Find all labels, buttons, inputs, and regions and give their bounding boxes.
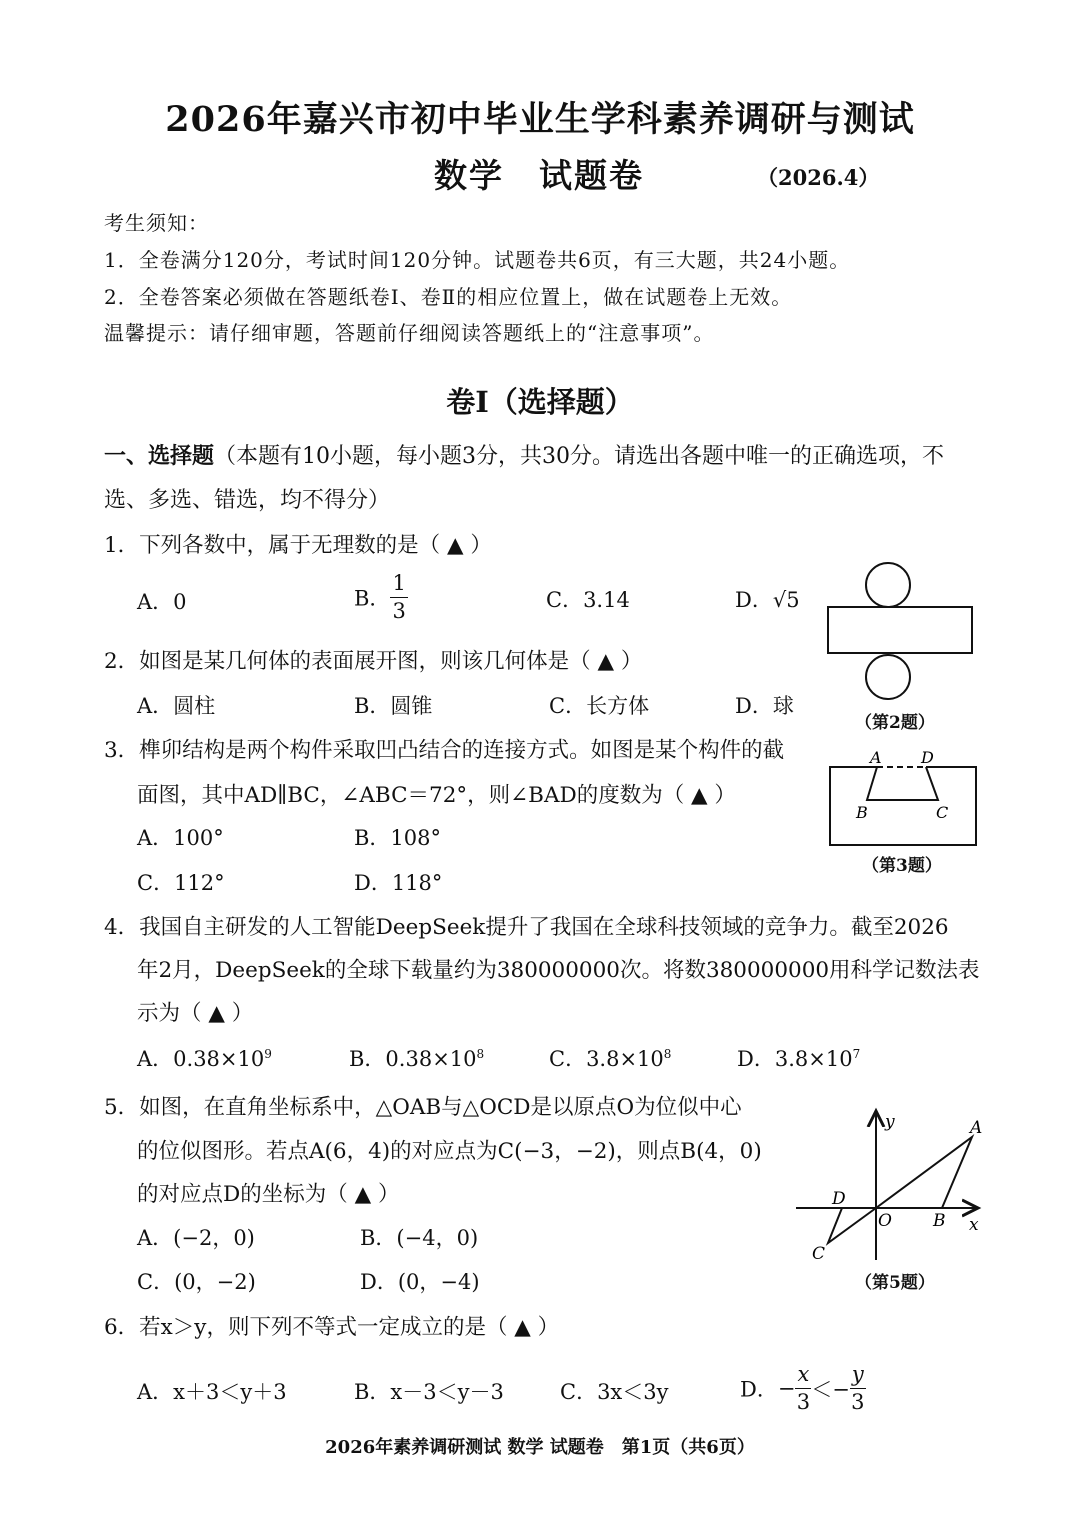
q2-bottom-circle [866, 655, 910, 699]
q2-stem: 2．如图是某几何体的表面展开图，则该几何体是（ ▲ ） [104, 649, 643, 674]
q4-option-b [349, 1043, 484, 1073]
q4-stem-3: 示为（ ▲ ） [137, 1001, 254, 1026]
q6-option-d-mid: ＜− [811, 1377, 850, 1402]
q5-stem-3: 的对应点D的坐标为（ ▲ ） [137, 1182, 400, 1207]
q3-caption: （第3题） [862, 856, 942, 876]
q6-option-d [740, 1364, 866, 1413]
q6-fraction-1-den: 3 [796, 1390, 811, 1414]
q5-triangle-ocd [828, 1208, 876, 1243]
q2-rectangle [828, 607, 972, 653]
section-1-label: 一、选择题 [104, 443, 215, 469]
q1-stem: 1．下列各数中，属于无理数的是（ ▲ ） [104, 533, 492, 558]
q6-fraction-2 [850, 1364, 866, 1413]
q4-stem-1: 4．我国自主研发的人工智能DeepSeek提升了我国在全球科技领域的竞争力。截至2026 [104, 915, 949, 940]
q6-fraction-1 [795, 1364, 811, 1413]
q5-label-x: x [969, 1215, 979, 1235]
q3-label-a: A [870, 748, 882, 767]
q1-fraction-num: 1 [390, 573, 407, 598]
exam-title: 2026年嘉兴市初中毕业生学科素养调研与测试 [165, 99, 915, 140]
q4-option-a-base: A．0.38×10 [137, 1047, 265, 1071]
q1-option-d-value: √5 [772, 588, 800, 612]
q5-label-o: O [878, 1211, 892, 1231]
q3-option-a: A．100° [137, 826, 224, 850]
q1-fraction-den: 3 [392, 599, 406, 623]
q6-option-c: C．3x＜3y [560, 1380, 669, 1404]
q4-option-a [137, 1043, 272, 1073]
q5-label-c: C [812, 1244, 826, 1264]
notice-heading: 考生须知： [104, 211, 209, 235]
q1-option-c: C．3.14 [546, 588, 630, 612]
q4-option-a-exp: 9 [264, 1047, 272, 1061]
q3-outer-frame [830, 767, 976, 845]
section-1-desc-2: 选、多选、错选，均不得分） [104, 488, 391, 513]
q5-stem-1: 5．如图，在直角坐标系中，△OAB与△OCD是以原点O为位似中心 [104, 1095, 742, 1120]
notice-tip: 温馨提示：请仔细审题，答题前仔细阅读答题纸上的“注意事项”。 [104, 321, 715, 345]
q2-option-c: C．长方体 [549, 694, 650, 718]
q5-option-b: B．(−4，0) [360, 1226, 479, 1250]
q5-label-b: B [933, 1211, 946, 1231]
q1-option-d [735, 584, 800, 614]
page-footer: 2026年素养调研测试 数学 试题卷 第1页（共6页） [325, 1437, 755, 1458]
q5-figure [790, 1105, 990, 1265]
q2-caption: （第2题） [855, 713, 935, 733]
q6-fraction-2-num: y [850, 1364, 866, 1389]
q3-label-b: B [856, 803, 868, 822]
q4-option-b-base: B．0.38×10 [349, 1047, 477, 1071]
q2-top-circle [866, 563, 910, 607]
q1-fraction [390, 573, 407, 622]
section-1-heading [104, 439, 944, 470]
q3-figure [822, 745, 982, 850]
q5-label-y: y [885, 1112, 895, 1132]
part-1-title: 卷Ⅰ（选择题） [446, 385, 634, 419]
q4-option-d-base: D．3.8×10 [737, 1047, 853, 1071]
q3-label-d: D [921, 748, 934, 767]
q3-stem-2: 面图，其中AD∥BC，∠ABC＝72°，则∠BAD的度数为（ ▲ ） [137, 783, 736, 808]
q3-label-c: C [936, 803, 949, 822]
notice-line-2: 2．全卷答案必须做在答题纸卷Ⅰ、卷Ⅱ的相应位置上，做在试题卷上无效。 [104, 285, 793, 309]
q2-option-b: B．圆锥 [354, 694, 433, 718]
q5-label-a: A [970, 1118, 983, 1138]
q3-option-c: C．112° [137, 871, 225, 895]
q4-option-d-exp: 7 [852, 1047, 861, 1061]
q3-trapezoid [867, 767, 938, 800]
q5-caption: （第5题） [855, 1273, 935, 1293]
q5-triangle-oab [876, 1137, 972, 1208]
q3-option-b: B．108° [354, 826, 442, 850]
q6-stem: 6．若x＞y，则下列不等式一定成立的是（ ▲ ） [104, 1315, 560, 1340]
q6-fraction-1-num: x [795, 1364, 811, 1389]
q5-option-a: A．(−2，0) [137, 1226, 255, 1250]
q4-option-b-exp: 8 [476, 1047, 485, 1061]
q1-option-b [354, 573, 408, 622]
q2-option-a: A．圆柱 [137, 694, 216, 718]
exam-subtitle: 数学 试题卷 [434, 156, 644, 195]
q2-option-d: D．球 [735, 694, 794, 718]
q4-option-c [549, 1043, 671, 1073]
q4-option-d [737, 1043, 860, 1073]
q2-figure [820, 560, 980, 710]
q1-option-d-label: D． [735, 588, 773, 612]
q6-fraction-2-den: 3 [851, 1390, 865, 1414]
q3-stem-1: 3．榫卯结构是两个构件采取凹凸结合的连接方式。如图是某个构件的截 [104, 738, 785, 763]
q6-option-d-minus: − [777, 1376, 796, 1401]
q1-option-a: A．0 [137, 590, 187, 614]
q5-option-d: D．(0，−4) [360, 1270, 480, 1294]
q4-stem-2: 年2月，DeepSeek的全球下载量约为380000000次。将数380000000用科学记数法表 [137, 958, 980, 983]
q5-stem-2: 的位似图形。若点A(6，4)的对应点为C(−3，−2)，则点B(4，0) [137, 1139, 762, 1164]
q1-option-b-label: B． [354, 586, 391, 611]
q6-option-d-label: D． [740, 1377, 778, 1402]
q4-option-c-exp: 8 [663, 1047, 672, 1061]
q6-option-b: B．x－3＜y－3 [354, 1380, 504, 1404]
q6-option-a: A．x＋3＜y＋3 [137, 1380, 287, 1404]
notice-line-1: 1．全卷满分120分，考试时间120分钟。试题卷共6页，有三大题，共24小题。 [104, 248, 851, 272]
section-1-desc: （本题有10小题，每小题3分，共30分。请选出各题中唯一的正确选项，不 [214, 444, 945, 469]
exam-date: （2026.4） [757, 165, 880, 190]
q4-option-c-base: C．3.8×10 [549, 1047, 664, 1071]
q5-option-c: C．(0，−2) [137, 1270, 256, 1294]
q5-label-d: D [832, 1189, 846, 1209]
q3-option-d: D．118° [354, 871, 443, 895]
